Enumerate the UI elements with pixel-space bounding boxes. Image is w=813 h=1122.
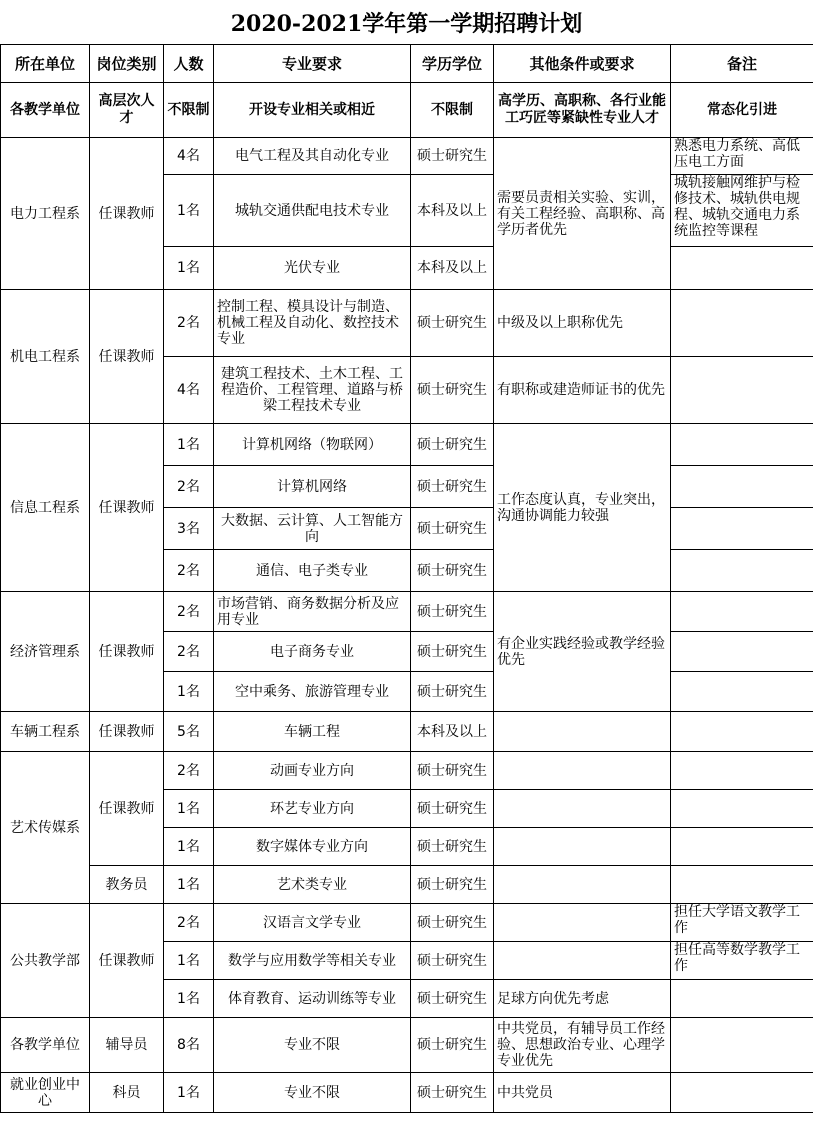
note-cell: 常态化引进 bbox=[671, 83, 813, 138]
count-cell: 1名 bbox=[164, 424, 214, 466]
condition-cell bbox=[494, 828, 671, 866]
unit-cell: 信息工程系 bbox=[1, 424, 90, 592]
note-cell bbox=[671, 508, 813, 550]
degree-cell: 硕士研究生 bbox=[411, 942, 494, 980]
degree-cell: 硕士研究生 bbox=[411, 752, 494, 790]
major-cell: 车辆工程 bbox=[214, 712, 411, 752]
degree-cell: 硕士研究生 bbox=[411, 424, 494, 466]
note-cell bbox=[671, 290, 813, 357]
note-cell: 城轨接触网维护与检修技术、城轨供电规程、城轨交通电力系统监控等课程 bbox=[671, 175, 813, 247]
count-cell: 1名 bbox=[164, 942, 214, 980]
unit-cell: 各教学单位 bbox=[1, 1018, 90, 1073]
major-cell: 专业不限 bbox=[214, 1073, 411, 1113]
note-cell: 担任高等数学教学工作 bbox=[671, 942, 813, 980]
major-cell: 汉语言文学专业 bbox=[214, 904, 411, 942]
degree-cell: 硕士研究生 bbox=[411, 790, 494, 828]
count-cell: 1名 bbox=[164, 672, 214, 712]
note-cell bbox=[671, 866, 813, 904]
header-cell: 学历学位 bbox=[411, 45, 494, 83]
degree-cell: 硕士研究生 bbox=[411, 550, 494, 592]
major-cell: 艺术类专业 bbox=[214, 866, 411, 904]
condition-cell: 中共党员，有辅导员工作经验、思想政治专业、心理学专业优先 bbox=[494, 1018, 671, 1073]
count-cell: 2名 bbox=[164, 752, 214, 790]
note-cell bbox=[671, 752, 813, 790]
major-cell: 数学与应用数学等相关专业 bbox=[214, 942, 411, 980]
unit-cell: 车辆工程系 bbox=[1, 712, 90, 752]
major-cell: 通信、电子类专业 bbox=[214, 550, 411, 592]
count-cell: 2名 bbox=[164, 290, 214, 357]
major-cell: 计算机网络（物联网） bbox=[214, 424, 411, 466]
degree-cell: 本科及以上 bbox=[411, 712, 494, 752]
post-cell: 教务员 bbox=[90, 866, 164, 904]
post-cell: 任课教师 bbox=[90, 904, 164, 1018]
table-row bbox=[1, 904, 813, 942]
header-cell: 岗位类别 bbox=[90, 45, 164, 83]
header-cell: 人数 bbox=[164, 45, 214, 83]
degree-cell: 本科及以上 bbox=[411, 247, 494, 290]
degree-cell: 硕士研究生 bbox=[411, 1018, 494, 1073]
table-row bbox=[1, 866, 813, 904]
post-cell: 科员 bbox=[90, 1073, 164, 1113]
degree-cell: 硕士研究生 bbox=[411, 290, 494, 357]
degree-cell: 硕士研究生 bbox=[411, 980, 494, 1018]
unit-cell: 机电工程系 bbox=[1, 290, 90, 424]
page-title: 2020-2021学年第一学期招聘计划 bbox=[230, 10, 583, 37]
degree-cell: 硕士研究生 bbox=[411, 466, 494, 508]
count-cell: 8名 bbox=[164, 1018, 214, 1073]
post-cell: 任课教师 bbox=[90, 712, 164, 752]
condition-cell: 高学历、高职称、各行业能工巧匠等紧缺性专业人才 bbox=[494, 83, 671, 138]
condition-cell bbox=[494, 866, 671, 904]
degree-cell: 硕士研究生 bbox=[411, 138, 494, 175]
count-cell: 2名 bbox=[164, 904, 214, 942]
condition-cell: 中级及以上职称优先 bbox=[494, 290, 671, 357]
major-cell: 城轨交通供配电技术专业 bbox=[214, 175, 411, 247]
major-cell: 数字媒体专业方向 bbox=[214, 828, 411, 866]
table-row bbox=[1, 138, 813, 175]
note-cell bbox=[671, 247, 813, 290]
note-cell: 担任大学语文教学工作 bbox=[671, 904, 813, 942]
note-cell: 熟悉电力系统、高低压电工方面 bbox=[671, 138, 813, 175]
degree-cell: 本科及以上 bbox=[411, 175, 494, 247]
count-cell: 2名 bbox=[164, 592, 214, 632]
note-cell bbox=[671, 424, 813, 466]
major-cell: 动画专业方向 bbox=[214, 752, 411, 790]
note-cell bbox=[671, 790, 813, 828]
table-row bbox=[1, 1073, 813, 1113]
count-cell: 1名 bbox=[164, 790, 214, 828]
major-cell: 大数据、云计算、人工智能方向 bbox=[214, 508, 411, 550]
count-cell: 1名 bbox=[164, 980, 214, 1018]
condition-cell bbox=[494, 752, 671, 790]
major-cell: 专业不限 bbox=[214, 1018, 411, 1073]
condition-cell bbox=[494, 904, 671, 942]
degree-cell: 硕士研究生 bbox=[411, 1073, 494, 1113]
condition-cell: 中共党员 bbox=[494, 1073, 671, 1113]
note-cell bbox=[671, 550, 813, 592]
note-cell bbox=[671, 712, 813, 752]
degree-cell: 硕士研究生 bbox=[411, 357, 494, 424]
note-cell bbox=[671, 1073, 813, 1113]
table-row bbox=[1, 83, 813, 138]
degree-cell: 硕士研究生 bbox=[411, 632, 494, 672]
post-cell: 辅导员 bbox=[90, 1018, 164, 1073]
post-cell: 高层次人才 bbox=[90, 83, 164, 138]
post-cell: 任课教师 bbox=[90, 290, 164, 424]
condition-cell: 需要员责相关实验、实训，有关工程经验、高职称、高学历者优先 bbox=[494, 138, 671, 290]
note-cell bbox=[671, 1018, 813, 1073]
major-cell: 电子商务专业 bbox=[214, 632, 411, 672]
unit-cell: 各教学单位 bbox=[1, 83, 90, 138]
major-cell: 体育教育、运动训练等专业 bbox=[214, 980, 411, 1018]
condition-cell: 足球方向优先考虑 bbox=[494, 980, 671, 1018]
major-cell: 环艺专业方向 bbox=[214, 790, 411, 828]
unit-cell: 公共教学部 bbox=[1, 904, 90, 1018]
table-row bbox=[1, 752, 813, 790]
count-cell: 1名 bbox=[164, 1073, 214, 1113]
note-cell bbox=[671, 466, 813, 508]
post-cell: 任课教师 bbox=[90, 138, 164, 290]
unit-cell: 经济管理系 bbox=[1, 592, 90, 712]
post-cell: 任课教师 bbox=[90, 424, 164, 592]
count-cell: 3名 bbox=[164, 508, 214, 550]
table-row bbox=[1, 1018, 813, 1073]
count-cell: 2名 bbox=[164, 466, 214, 508]
note-cell bbox=[671, 592, 813, 632]
major-cell: 光伏专业 bbox=[214, 247, 411, 290]
header-cell: 专业要求 bbox=[214, 45, 411, 83]
degree-cell: 硕士研究生 bbox=[411, 508, 494, 550]
count-cell: 1名 bbox=[164, 828, 214, 866]
count-cell: 4名 bbox=[164, 357, 214, 424]
table-row bbox=[1, 290, 813, 357]
degree-cell: 硕士研究生 bbox=[411, 672, 494, 712]
major-cell: 空中乘务、旅游管理专业 bbox=[214, 672, 411, 712]
condition-cell: 有企业实践经验或教学经验优先 bbox=[494, 592, 671, 712]
count-cell: 2名 bbox=[164, 550, 214, 592]
degree-cell: 硕士研究生 bbox=[411, 592, 494, 632]
major-cell: 市场营销、商务数据分析及应用专业 bbox=[214, 592, 411, 632]
count-cell: 2名 bbox=[164, 632, 214, 672]
post-cell: 任课教师 bbox=[90, 752, 164, 866]
unit-cell: 电力工程系 bbox=[1, 138, 90, 290]
unit-cell: 就业创业中心 bbox=[1, 1073, 90, 1113]
major-cell: 计算机网络 bbox=[214, 466, 411, 508]
major-cell: 开设专业相关或相近 bbox=[214, 83, 411, 138]
condition-cell: 有职称或建造师证书的优先 bbox=[494, 357, 671, 424]
degree-cell: 硕士研究生 bbox=[411, 866, 494, 904]
degree-cell: 硕士研究生 bbox=[411, 904, 494, 942]
header-cell: 所在单位 bbox=[1, 45, 90, 83]
condition-cell bbox=[494, 712, 671, 752]
header-cell: 备注 bbox=[671, 45, 813, 83]
count-cell: 1名 bbox=[164, 866, 214, 904]
post-cell: 任课教师 bbox=[90, 592, 164, 712]
condition-cell: 工作态度认真，专业突出，沟通协调能力较强 bbox=[494, 424, 671, 592]
table-row bbox=[1, 712, 813, 752]
degree-cell: 不限制 bbox=[411, 83, 494, 138]
unit-cell: 艺术传媒系 bbox=[1, 752, 90, 904]
major-cell: 建筑工程技术、土木工程、工程造价、工程管理、道路与桥梁工程技术专业 bbox=[214, 357, 411, 424]
note-cell bbox=[671, 672, 813, 712]
major-cell: 控制工程、模具设计与制造、机械工程及自动化、数控技术专业 bbox=[214, 290, 411, 357]
note-cell bbox=[671, 980, 813, 1018]
condition-cell bbox=[494, 790, 671, 828]
count-cell: 不限制 bbox=[164, 83, 214, 138]
table-row bbox=[1, 424, 813, 466]
count-cell: 1名 bbox=[164, 247, 214, 290]
count-cell: 5名 bbox=[164, 712, 214, 752]
count-cell: 1名 bbox=[164, 175, 214, 247]
condition-cell bbox=[494, 942, 671, 980]
note-cell bbox=[671, 632, 813, 672]
recruitment-table bbox=[0, 44, 813, 1113]
degree-cell: 硕士研究生 bbox=[411, 828, 494, 866]
header-cell: 其他条件或要求 bbox=[494, 45, 671, 83]
count-cell: 4名 bbox=[164, 138, 214, 175]
note-cell bbox=[671, 828, 813, 866]
major-cell: 电气工程及其自动化专业 bbox=[214, 138, 411, 175]
table-row bbox=[1, 592, 813, 632]
note-cell bbox=[671, 357, 813, 424]
header-row bbox=[1, 45, 813, 83]
